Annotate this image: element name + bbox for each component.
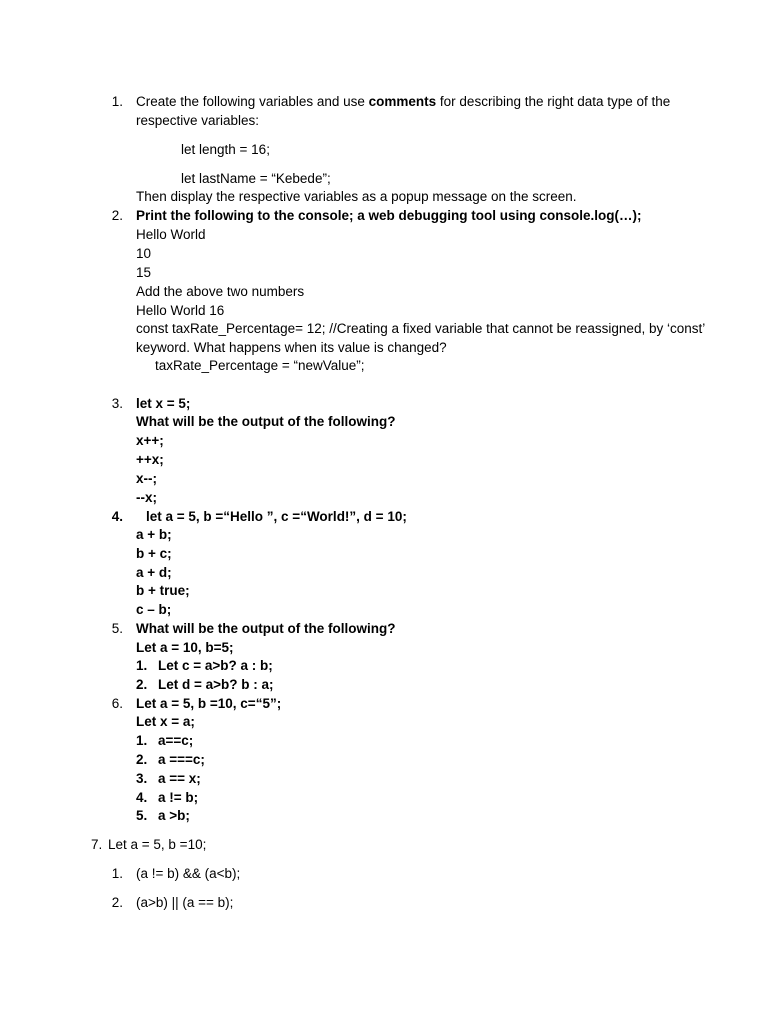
q1-line-1-pre: Create the following variables and use <box>136 94 369 109</box>
q2-line: 15 <box>136 265 152 280</box>
q6-item-number: 4. <box>136 790 148 805</box>
q3-number: 3. <box>111 396 123 411</box>
q2-number: 2. <box>111 208 123 223</box>
q3-line: x++; <box>136 433 164 448</box>
q6-item-text: a != b; <box>158 790 199 805</box>
q1-line-3: Then display the respective variables as a popup message on the screen. <box>136 189 577 204</box>
q1-code-1: let length = 16; <box>181 142 270 157</box>
q6-number: 6. <box>111 696 123 711</box>
q4-line: b + c; <box>136 546 172 561</box>
q6-item-text: a==c; <box>158 733 194 748</box>
q7-number: 7. <box>91 837 103 852</box>
q5-title: What will be the output of the following? <box>136 621 396 636</box>
q5-item-number: 1. <box>136 658 148 673</box>
q2-title: Print the following to the console; a web debugging tool using console.log(…); <box>136 208 642 223</box>
q2-line: 10 <box>136 246 152 261</box>
q1-line-2: respective variables: <box>136 113 260 128</box>
q3-line: x--; <box>136 471 157 486</box>
q1-keyword-comments: comments <box>368 94 437 109</box>
q6-item-text: a ===c; <box>158 752 205 767</box>
q7-item-text: (a != b) && (a<b); <box>136 866 241 881</box>
q3-line: --x; <box>136 490 157 505</box>
q4-number: 4. <box>111 509 123 524</box>
q1-number: 1. <box>111 94 123 109</box>
q2-line: Hello World 16 <box>136 303 225 318</box>
q3-line: ++x; <box>136 452 164 467</box>
q2-line: Hello World <box>136 227 206 242</box>
q6-item-number: 3. <box>136 771 148 786</box>
q1-code-2: let lastName = “Kebede”; <box>181 171 331 186</box>
q7-item-text: (a>b) || (a == b); <box>136 895 234 910</box>
q4-line: b + true; <box>136 583 190 598</box>
q6-item-number: 5. <box>136 808 148 823</box>
q7-item-number: 1. <box>111 866 123 881</box>
q6-line: Let x = a; <box>136 714 195 729</box>
q3-title: let x = 5; <box>136 396 191 411</box>
q2-code: taxRate_Percentage = “newValue”; <box>155 358 365 373</box>
q5-item-text: Let c = a>b? a : b; <box>158 658 273 673</box>
q6-title: Let a = 5, b =10, c=“5”; <box>136 696 282 711</box>
q2-line: const taxRate_Percentage= 12; //Creating a fixed variable that cannot be reassigned, by ‘const’ <box>136 321 706 336</box>
q4-line: c – b; <box>136 602 172 617</box>
q5-number: 5. <box>111 621 123 636</box>
q1-line-1 <box>136 94 670 110</box>
q2-line: Add the above two numbers <box>136 284 305 299</box>
q4-line: a + b; <box>136 527 172 542</box>
q1-line-1-post: for describing the right data type of the <box>436 94 671 109</box>
q5-item-number: 2. <box>136 677 148 692</box>
q5-line: Let a = 10, b=5; <box>136 640 234 655</box>
q6-item-number: 2. <box>136 752 148 767</box>
q6-item-text: a == x; <box>158 771 201 786</box>
q6-item-number: 1. <box>136 733 148 748</box>
q7-item-number: 2. <box>111 895 123 910</box>
q4-title: let a = 5, b =“Hello ”, c =“World!”, d = 10; <box>146 509 407 524</box>
q4-line: a + d; <box>136 565 172 580</box>
q3-subtitle: What will be the output of the following? <box>136 414 396 429</box>
q7-title: Let a = 5, b =10; <box>108 837 207 852</box>
q5-item-text: Let d = a>b? b : a; <box>158 677 274 692</box>
q2-line: keyword. What happens when its value is changed? <box>136 340 447 355</box>
q6-item-text: a >b; <box>158 808 190 823</box>
